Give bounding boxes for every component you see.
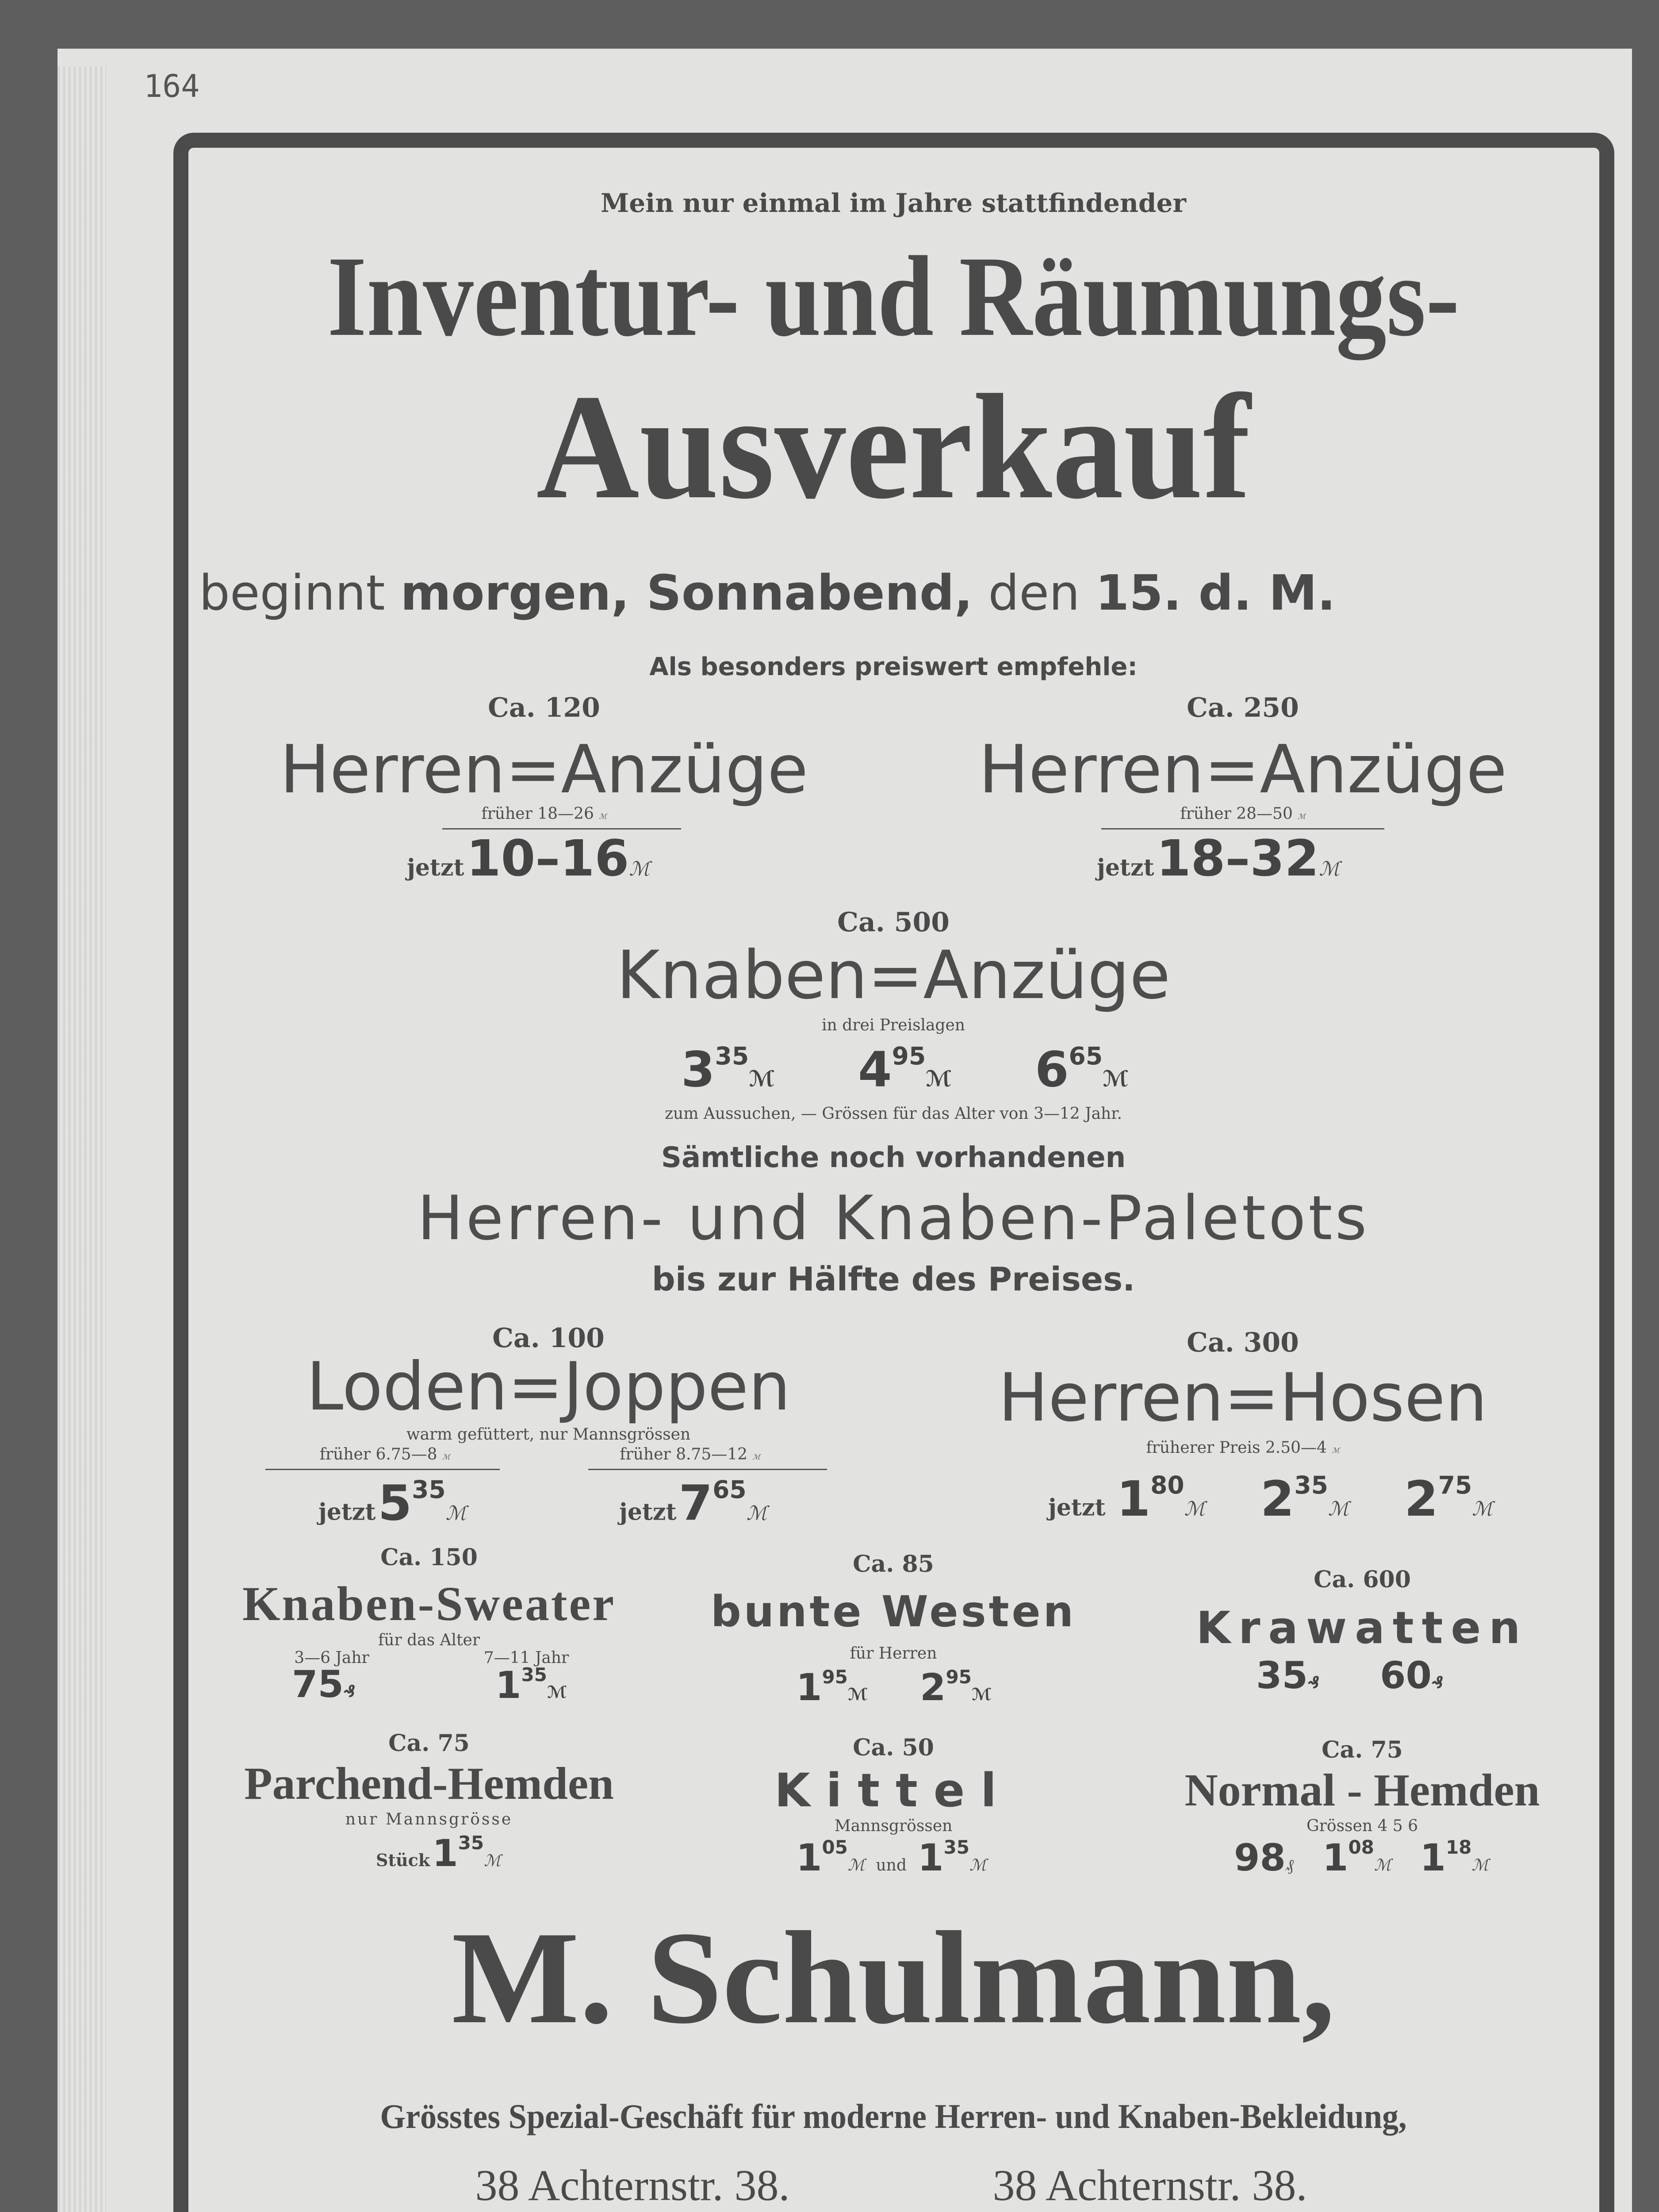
suits1-title: Herren=Anzüge	[280, 731, 808, 808]
address-left: 38 Achternstr. 38.	[475, 2161, 790, 2210]
intro-line: Mein nur einmal im Jahre stattfindender	[601, 188, 1186, 218]
firm-name: M. Schulmann,	[452, 1904, 1335, 2051]
loden-title: Loden=Joppen	[306, 1348, 791, 1425]
suits2-title: Herren=Anzüge	[978, 731, 1507, 808]
coats-title: Herren- und Knaben-Paletots	[417, 1183, 1370, 1254]
sweater-qty: Ca. 150	[380, 1544, 478, 1571]
divider	[588, 1469, 827, 1470]
kittel-note: Mannsgrössen	[834, 1817, 953, 1835]
parchend-title: Parchend-Hemden	[244, 1758, 614, 1809]
start-date-line	[199, 565, 1336, 621]
suits1-qty: Ca. 120	[488, 692, 600, 723]
suits1-now-price: jetzt 10–16ℳ	[407, 830, 650, 887]
address-right: 38 Achternstr. 38.	[992, 2161, 1307, 2210]
coats-pre: Sämtliche noch vorhandenen	[661, 1141, 1126, 1174]
divider	[1101, 828, 1384, 830]
suits2-old-price: früher 28—50 ℳ	[1180, 805, 1306, 823]
normal-title: Normal - Hemden	[1184, 1765, 1540, 1816]
hosen-old-price: früherer Preis 2.50—4 ℳ	[1146, 1439, 1340, 1457]
loden-now-price-2: jetzt 765ℳ	[619, 1475, 767, 1532]
westen-title: bunte Westen	[711, 1587, 1076, 1636]
loden-now-price-1: jetzt 535ℳ	[318, 1475, 467, 1532]
sweater-note: für das Alter	[378, 1631, 480, 1649]
krawatten-qty: Ca. 600	[1314, 1566, 1411, 1593]
sweater-price-1: 75₰	[292, 1663, 356, 1706]
start-word-4: 15. d. M.	[1095, 565, 1336, 621]
normal-prices: 98₰ 108ℳ 118ℳ	[1234, 1836, 1489, 1879]
parchend-note: nur Mannsgrösse	[345, 1810, 513, 1828]
sweater-age-2: 7—11 Jahr	[483, 1649, 569, 1667]
boys-price-2: $4^{95}ℳ$	[858, 1041, 952, 1098]
divider	[265, 1469, 500, 1470]
kittel-title: Kittel	[774, 1763, 1012, 1817]
suits2-qty: Ca. 250	[1187, 692, 1299, 723]
krawatten-title: Krawatten	[1196, 1602, 1529, 1654]
krawatten-price-1: 35₰	[1256, 1654, 1320, 1697]
start-word-3: den	[988, 565, 1080, 621]
loden-note: warm gefüttert, nur Mannsgrössen	[406, 1425, 691, 1444]
westen-note: für Herren	[850, 1644, 937, 1663]
boys-price-3: $6^{65}ℳ$	[1035, 1041, 1129, 1098]
westen-price-1: $1^{95}ℳ$	[796, 1665, 868, 1709]
page-edge	[57, 66, 106, 2212]
boys-footnote: zum Aussuchen, — Grössen für das Alter von 3—12 Jahr.	[665, 1105, 1122, 1123]
normal-note: Grössen 4 5 6	[1306, 1817, 1418, 1835]
coats-post: bis zur Hälfte des Preises.	[651, 1260, 1135, 1298]
kittel-qty: Ca. 50	[853, 1734, 934, 1761]
suits2-now-price: jetzt 18–32ℳ	[1097, 830, 1340, 887]
suits1-old-price: früher 18—26 ℳ	[481, 805, 607, 823]
sweater-age-1: 3—6 Jahr	[294, 1649, 369, 1667]
headline-inventur: Inventur- und Räumungs-	[327, 233, 1460, 360]
hosen-title: Herren=Hosen	[998, 1359, 1487, 1436]
boys-price-1: $3^{35}ℳ$	[681, 1041, 775, 1098]
loden-qty: Ca. 100	[492, 1323, 605, 1354]
sweater-title: Knaben-Sweater	[242, 1577, 616, 1631]
headline-ausverkauf: Ausverkauf	[536, 363, 1251, 530]
krawatten-price-2: 60₰	[1380, 1654, 1444, 1697]
boys-qty: Ca. 500	[837, 907, 950, 938]
start-word-2: morgen, Sonnabend,	[400, 565, 973, 621]
boys-note: in drei Preislagen	[822, 1016, 965, 1034]
recommend-line: Als besonders preiswert empfehle:	[649, 653, 1138, 681]
sweater-price-2: $1^{35}ℳ$	[495, 1663, 567, 1707]
parchend-qty: Ca. 75	[388, 1730, 470, 1757]
hosen-qty: Ca. 300	[1187, 1327, 1299, 1358]
loden-old-price-1: früher 6.75—8 ℳ	[319, 1445, 450, 1463]
page-number: 164	[144, 68, 200, 104]
firm-description: Grösstes Spezial-Geschäft für moderne Herren- und Knaben-Bekleidung,	[380, 2097, 1407, 2135]
hosen-prices: jetzt 180ℳ 235ℳ 275ℳ	[1048, 1470, 1493, 1527]
normal-qty: Ca. 75	[1322, 1736, 1403, 1763]
divider	[442, 828, 681, 830]
westen-price-2: $2^{95}ℳ$	[920, 1665, 992, 1709]
westen-qty: Ca. 85	[853, 1551, 934, 1578]
kittel-prices: 105ℳ und 135ℳ	[796, 1836, 987, 1879]
boys-title: Knaben=Anzüge	[616, 937, 1171, 1014]
start-word-1: beginnt	[199, 565, 385, 621]
loden-old-price-2: früher 8.75—12 ℳ	[620, 1445, 760, 1463]
parchend-price: Stück 135ℳ	[376, 1831, 501, 1875]
